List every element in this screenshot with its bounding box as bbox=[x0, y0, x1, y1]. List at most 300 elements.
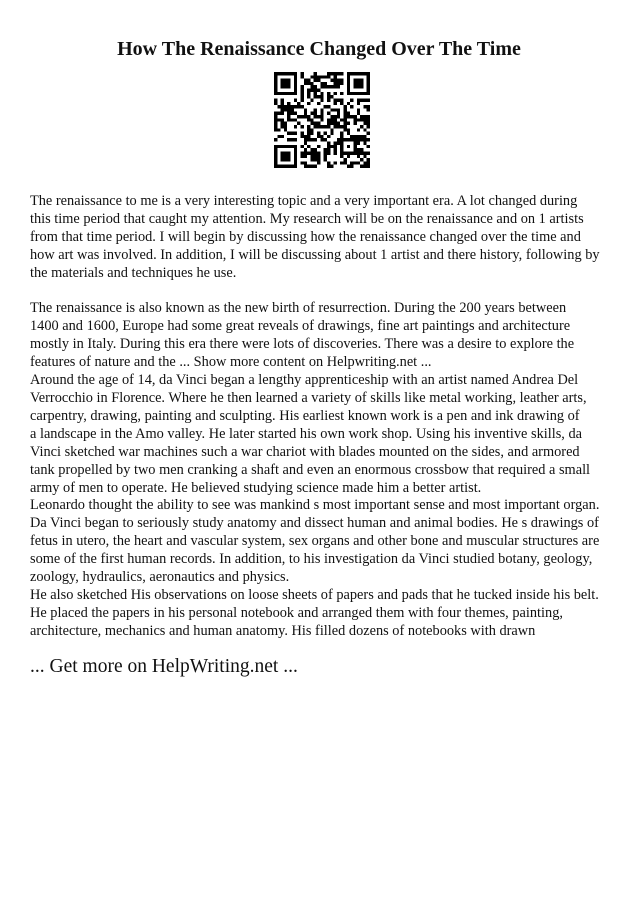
qr-module bbox=[294, 72, 297, 75]
qr-module bbox=[291, 138, 294, 141]
qr-module bbox=[304, 161, 307, 164]
qr-module bbox=[300, 89, 303, 92]
qr-module bbox=[294, 145, 297, 148]
qr-module bbox=[363, 105, 366, 108]
qr-module bbox=[284, 105, 287, 108]
qr-module bbox=[320, 82, 323, 85]
qr-module bbox=[310, 75, 313, 78]
qr-module bbox=[274, 122, 277, 125]
qr-module bbox=[304, 165, 307, 168]
qr-module bbox=[353, 82, 356, 85]
qr-module bbox=[347, 92, 350, 95]
qr-module bbox=[353, 142, 356, 145]
qr-module bbox=[367, 85, 370, 88]
qr-module bbox=[347, 72, 350, 75]
text-line: He placed the papers in his personal notebook and arranged them with four themes, painting, bbox=[30, 605, 563, 621]
qr-module bbox=[320, 115, 323, 118]
qr-module bbox=[274, 125, 277, 128]
qr-module bbox=[357, 85, 360, 88]
qr-module bbox=[363, 128, 366, 131]
qr-module bbox=[320, 108, 323, 111]
qr-module bbox=[284, 158, 287, 161]
qr-module bbox=[344, 112, 347, 115]
qr-module bbox=[353, 85, 356, 88]
qr-module bbox=[317, 135, 320, 138]
qr-module bbox=[340, 125, 343, 128]
text-line: fetus in utero, the heart and vascular system, sex organs and other bone and muscular structures are bbox=[30, 533, 600, 549]
qr-module bbox=[317, 151, 320, 154]
qr-module bbox=[330, 85, 333, 88]
qr-module bbox=[281, 151, 284, 154]
qr-module bbox=[337, 108, 340, 111]
qr-module bbox=[281, 112, 284, 115]
qr-module bbox=[334, 92, 337, 95]
qr-module bbox=[360, 115, 363, 118]
qr-module bbox=[307, 145, 310, 148]
qr-module bbox=[357, 82, 360, 85]
qr-module bbox=[307, 89, 310, 92]
qr-module bbox=[310, 118, 313, 121]
qr-module bbox=[304, 112, 307, 115]
qr-module bbox=[297, 115, 300, 118]
qr-module bbox=[347, 145, 350, 148]
qr-module bbox=[277, 105, 280, 108]
qr-module bbox=[363, 151, 366, 154]
qr-module bbox=[340, 92, 343, 95]
qr-module bbox=[320, 112, 323, 115]
qr-module bbox=[307, 151, 310, 154]
qr-module bbox=[344, 161, 347, 164]
text-line: Leonardo thought the ability to see was mankind s most important sense and most important organ. bbox=[30, 497, 600, 513]
qr-module bbox=[314, 92, 317, 95]
qr-module bbox=[330, 79, 333, 82]
qr-module bbox=[291, 92, 294, 95]
qr-module bbox=[334, 82, 337, 85]
qr-module bbox=[360, 79, 363, 82]
qr-module bbox=[360, 151, 363, 154]
qr-module bbox=[274, 115, 277, 118]
qr-module bbox=[360, 85, 363, 88]
text-line: He also sketched His observations on loose sheets of papers and pads that he tucked inside his belt. bbox=[30, 587, 599, 603]
text-line: how art was involved. In addition, I will be discussing about 1 artist and there history, following by bbox=[30, 247, 600, 263]
qr-module bbox=[344, 158, 347, 161]
qr-module bbox=[363, 118, 366, 121]
qr-module bbox=[317, 95, 320, 98]
qr-module bbox=[344, 125, 347, 128]
qr-module bbox=[300, 161, 303, 164]
qr-module bbox=[350, 105, 353, 108]
qr-module bbox=[317, 79, 320, 82]
qr-module bbox=[294, 158, 297, 161]
qr-module bbox=[287, 82, 290, 85]
qr-module bbox=[307, 125, 310, 128]
qr-module bbox=[357, 148, 360, 151]
qr-module bbox=[367, 75, 370, 78]
qr-module bbox=[281, 85, 284, 88]
qr-module bbox=[307, 95, 310, 98]
qr-module bbox=[274, 118, 277, 121]
qr-module bbox=[337, 122, 340, 125]
text-line: zoology, hydraulics, aeronautics and physics. bbox=[30, 569, 290, 585]
qr-module bbox=[340, 132, 343, 135]
qr-module bbox=[287, 72, 290, 75]
qr-module bbox=[337, 82, 340, 85]
qr-module bbox=[291, 145, 294, 148]
qr-module bbox=[367, 122, 370, 125]
qr-module bbox=[357, 135, 360, 138]
qr-module bbox=[307, 82, 310, 85]
qr-module bbox=[350, 135, 353, 138]
qr-module bbox=[284, 125, 287, 128]
qr-module bbox=[291, 72, 294, 75]
qr-module bbox=[284, 108, 287, 111]
qr-module bbox=[344, 138, 347, 141]
qr-module bbox=[284, 92, 287, 95]
qr-module bbox=[300, 135, 303, 138]
qr-module bbox=[340, 151, 343, 154]
qr-module bbox=[284, 165, 287, 168]
qr-module bbox=[314, 151, 317, 154]
qr-module bbox=[363, 165, 366, 168]
qr-module bbox=[320, 118, 323, 121]
qr-module bbox=[347, 102, 350, 105]
qr-module bbox=[324, 138, 327, 141]
qr-module bbox=[307, 128, 310, 131]
qr-module bbox=[300, 125, 303, 128]
qr-module bbox=[357, 102, 360, 105]
qr-module bbox=[310, 112, 313, 115]
text-line: the materials and techniques he use. bbox=[30, 265, 237, 281]
qr-module bbox=[281, 145, 284, 148]
qr-module bbox=[347, 82, 350, 85]
qr-module bbox=[353, 115, 356, 118]
qr-module bbox=[281, 135, 284, 138]
qr-code-icon[interactable] bbox=[274, 72, 370, 168]
qr-module bbox=[347, 112, 350, 115]
qr-module bbox=[274, 102, 277, 105]
qr-module bbox=[317, 145, 320, 148]
qr-module bbox=[287, 112, 290, 115]
qr-module bbox=[357, 112, 360, 115]
qr-module bbox=[347, 85, 350, 88]
qr-module bbox=[294, 138, 297, 141]
qr-module bbox=[304, 138, 307, 141]
qr-module bbox=[291, 165, 294, 168]
qr-module bbox=[291, 118, 294, 121]
qr-module bbox=[310, 89, 313, 92]
text-line: tank propelled by two men cranking a shaft and even an enormous crossbow that required a small bbox=[30, 462, 591, 478]
qr-module bbox=[337, 115, 340, 118]
qr-module bbox=[274, 89, 277, 92]
qr-module bbox=[320, 75, 323, 78]
qr-module bbox=[307, 102, 310, 105]
qr-module bbox=[294, 118, 297, 121]
qr-module bbox=[314, 79, 317, 82]
qr-module bbox=[367, 108, 370, 111]
qr-module bbox=[281, 82, 284, 85]
qr-module bbox=[334, 79, 337, 82]
qr-module bbox=[324, 75, 327, 78]
text-line: architecture, mechanics and human anatomy. His filled dozens of notebooks with drawn bbox=[30, 623, 536, 639]
qr-module bbox=[360, 148, 363, 151]
qr-module bbox=[281, 118, 284, 121]
qr-module bbox=[274, 98, 277, 101]
qr-module bbox=[287, 165, 290, 168]
qr-module bbox=[284, 85, 287, 88]
qr-module bbox=[294, 155, 297, 158]
qr-module bbox=[317, 75, 320, 78]
qr-module bbox=[327, 122, 330, 125]
qr-module bbox=[334, 151, 337, 154]
qr-module bbox=[300, 115, 303, 118]
qr-module bbox=[294, 151, 297, 154]
qr-module bbox=[274, 82, 277, 85]
qr-module bbox=[367, 79, 370, 82]
qr-module bbox=[310, 138, 313, 141]
qr-module bbox=[357, 138, 360, 141]
qr-module bbox=[300, 75, 303, 78]
qr-module bbox=[310, 122, 313, 125]
qr-module bbox=[337, 112, 340, 115]
qr-module bbox=[317, 89, 320, 92]
qr-module bbox=[327, 92, 330, 95]
qr-module bbox=[327, 98, 330, 101]
qr-module bbox=[350, 161, 353, 164]
qr-module bbox=[340, 72, 343, 75]
qr-module bbox=[344, 115, 347, 118]
qr-module bbox=[274, 85, 277, 88]
qr-module bbox=[310, 128, 313, 131]
qr-module bbox=[274, 151, 277, 154]
qr-module bbox=[360, 82, 363, 85]
qr-module bbox=[353, 145, 356, 148]
qr-module bbox=[320, 95, 323, 98]
qr-module bbox=[363, 142, 366, 145]
qr-module bbox=[363, 161, 366, 164]
qr-module bbox=[274, 75, 277, 78]
text-line: The renaissance is also known as the new birth of resurrection. During the 200 years between bbox=[30, 300, 567, 316]
qr-module bbox=[294, 125, 297, 128]
qr-module bbox=[327, 151, 330, 154]
qr-module bbox=[274, 158, 277, 161]
qr-module bbox=[314, 75, 317, 78]
paragraph-notebooks bbox=[30, 586, 610, 640]
qr-module bbox=[294, 112, 297, 115]
qr-module bbox=[304, 135, 307, 138]
qr-module bbox=[274, 72, 277, 75]
qr-module bbox=[367, 118, 370, 121]
qr-module bbox=[297, 105, 300, 108]
qr-module bbox=[367, 158, 370, 161]
qr-module bbox=[357, 79, 360, 82]
qr-module bbox=[327, 85, 330, 88]
qr-module bbox=[350, 151, 353, 154]
qr-module bbox=[274, 148, 277, 151]
qr-module bbox=[334, 125, 337, 128]
qr-module bbox=[281, 72, 284, 75]
qr-module bbox=[357, 108, 360, 111]
qr-module bbox=[317, 132, 320, 135]
qr-module bbox=[310, 165, 313, 168]
qr-module bbox=[363, 135, 366, 138]
qr-module bbox=[287, 151, 290, 154]
qr-module bbox=[353, 118, 356, 121]
qr-module bbox=[277, 112, 280, 115]
qr-module bbox=[367, 82, 370, 85]
qr-module bbox=[274, 79, 277, 82]
qr-module bbox=[287, 85, 290, 88]
qr-module bbox=[360, 135, 363, 138]
qr-module bbox=[300, 98, 303, 101]
qr-module bbox=[330, 118, 333, 121]
qr-module bbox=[367, 105, 370, 108]
qr-module bbox=[304, 151, 307, 154]
qr-module bbox=[317, 155, 320, 158]
qr-module bbox=[327, 95, 330, 98]
get-more-link[interactable]: ... Get more on HelpWriting.net ... bbox=[30, 656, 298, 677]
qr-module bbox=[284, 79, 287, 82]
qr-module bbox=[350, 98, 353, 101]
qr-module bbox=[287, 118, 290, 121]
qr-module bbox=[340, 118, 343, 121]
qr-module bbox=[340, 138, 343, 141]
qr-module bbox=[347, 128, 350, 131]
qr-module bbox=[334, 115, 337, 118]
qr-module bbox=[334, 98, 337, 101]
qr-module bbox=[327, 142, 330, 145]
qr-module bbox=[287, 158, 290, 161]
qr-module bbox=[330, 72, 333, 75]
qr-module bbox=[294, 98, 297, 101]
qr-module bbox=[350, 92, 353, 95]
qr-module bbox=[320, 98, 323, 101]
qr-module bbox=[353, 161, 356, 164]
qr-module bbox=[304, 142, 307, 145]
qr-module bbox=[350, 72, 353, 75]
qr-module bbox=[334, 72, 337, 75]
qr-module bbox=[291, 132, 294, 135]
qr-module bbox=[300, 95, 303, 98]
qr-module bbox=[347, 89, 350, 92]
qr-module bbox=[304, 82, 307, 85]
qr-module bbox=[297, 102, 300, 105]
qr-module bbox=[347, 132, 350, 135]
qr-module bbox=[363, 72, 366, 75]
qr-module bbox=[353, 148, 356, 151]
text-line: Vinci sketched war machines such a war chariot with blades mounted on the sides, and armored bbox=[30, 444, 580, 460]
qr-module bbox=[330, 145, 333, 148]
qr-module bbox=[357, 92, 360, 95]
qr-module bbox=[330, 122, 333, 125]
qr-module bbox=[277, 165, 280, 168]
qr-module bbox=[340, 98, 343, 101]
qr-module bbox=[274, 145, 277, 148]
qr-module bbox=[277, 145, 280, 148]
qr-module bbox=[300, 105, 303, 108]
qr-module bbox=[337, 72, 340, 75]
qr-module bbox=[294, 165, 297, 168]
qr-module bbox=[294, 148, 297, 151]
qr-module bbox=[357, 161, 360, 164]
qr-module bbox=[334, 148, 337, 151]
qr-module bbox=[360, 125, 363, 128]
qr-module bbox=[300, 132, 303, 135]
qr-module bbox=[277, 118, 280, 121]
qr-module bbox=[294, 105, 297, 108]
qr-module bbox=[304, 79, 307, 82]
qr-module bbox=[314, 89, 317, 92]
qr-module bbox=[340, 142, 343, 145]
qr-module bbox=[281, 79, 284, 82]
qr-module bbox=[274, 112, 277, 115]
qr-module bbox=[344, 118, 347, 121]
qr-module bbox=[300, 155, 303, 158]
qr-module bbox=[324, 85, 327, 88]
qr-module bbox=[277, 128, 280, 131]
qr-module bbox=[287, 132, 290, 135]
qr-module bbox=[360, 118, 363, 121]
qr-module bbox=[353, 151, 356, 154]
qr-module bbox=[360, 158, 363, 161]
qr-module bbox=[294, 132, 297, 135]
qr-module bbox=[320, 125, 323, 128]
qr-module bbox=[310, 82, 313, 85]
qr-module bbox=[310, 155, 313, 158]
qr-module bbox=[363, 122, 366, 125]
qr-module bbox=[340, 145, 343, 148]
qr-module bbox=[314, 125, 317, 128]
qr-module bbox=[324, 155, 327, 158]
text-line: carpentry, drawing, painting and sculpting. His earliest known work is a pen and ink drawing of bbox=[30, 408, 580, 424]
qr-module bbox=[334, 142, 337, 145]
qr-module bbox=[284, 82, 287, 85]
qr-module bbox=[367, 132, 370, 135]
qr-module bbox=[363, 155, 366, 158]
qr-module bbox=[320, 92, 323, 95]
qr-module bbox=[310, 158, 313, 161]
qr-module bbox=[340, 135, 343, 138]
qr-module bbox=[334, 122, 337, 125]
qr-module bbox=[294, 82, 297, 85]
qr-module bbox=[340, 82, 343, 85]
qr-module bbox=[347, 151, 350, 154]
qr-module bbox=[274, 161, 277, 164]
qr-module bbox=[344, 122, 347, 125]
qr-module bbox=[281, 125, 284, 128]
qr-module bbox=[287, 115, 290, 118]
text-line: a landscape in the Amo valley. He later started his own work shop. Using his inventive skills, da bbox=[30, 426, 582, 442]
qr-module bbox=[287, 145, 290, 148]
paragraph-da-vinci bbox=[30, 425, 610, 497]
qr-module bbox=[307, 165, 310, 168]
qr-module bbox=[337, 138, 340, 141]
qr-module bbox=[353, 79, 356, 82]
qr-module bbox=[281, 102, 284, 105]
qr-module bbox=[317, 158, 320, 161]
qr-module bbox=[330, 95, 333, 98]
qr-module bbox=[310, 148, 313, 151]
qr-module bbox=[287, 92, 290, 95]
qr-module bbox=[344, 151, 347, 154]
qr-module bbox=[334, 108, 337, 111]
qr-module bbox=[347, 115, 350, 118]
qr-module bbox=[327, 118, 330, 121]
qr-module bbox=[287, 105, 290, 108]
text-line: The renaissance to me is a very interesting topic and a very important era. A lot changed during bbox=[30, 193, 578, 209]
qr-module bbox=[327, 148, 330, 151]
qr-module bbox=[367, 98, 370, 101]
qr-module bbox=[291, 105, 294, 108]
